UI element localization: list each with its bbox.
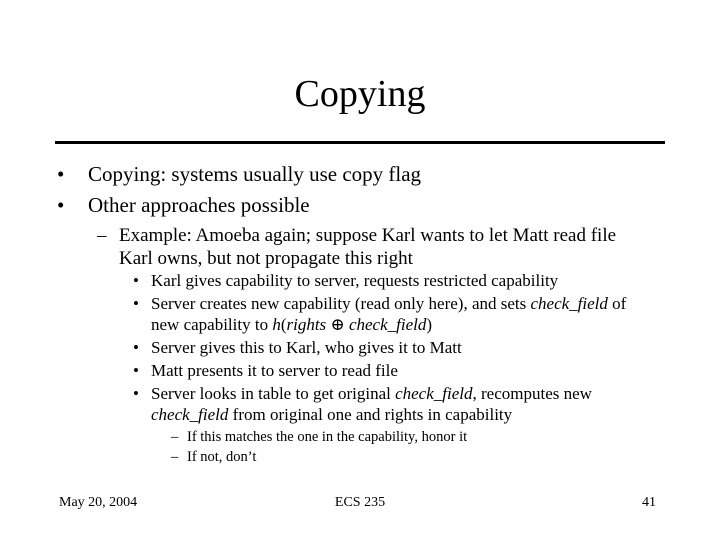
- example-line-1: Example: Amoeba again; suppose Karl wants to let Matt read file: [119, 225, 617, 246]
- bullet-marker: •: [57, 193, 65, 217]
- subpoint-honor: If this matches the one in the capability, honor it: [187, 429, 468, 445]
- bullet-marker: •: [133, 338, 139, 357]
- bullet-marker: •: [133, 384, 139, 403]
- bullet-marker: •: [57, 162, 65, 186]
- dash-marker: –: [171, 429, 179, 445]
- bullet-text-other-approaches: Other approaches possible: [88, 193, 310, 217]
- footer-date: May 20, 2004: [59, 495, 138, 510]
- bullet-marker: •: [133, 294, 139, 313]
- step-server-looks-line-2: check_field from original one and rights in capability: [151, 405, 513, 424]
- dash-marker: –: [171, 449, 179, 465]
- example-line-2: Karl owns, but not propagate this right: [119, 248, 413, 269]
- footer-course: ECS 235: [334, 495, 386, 510]
- step-server-gives: Server gives this to Karl, who gives it to Matt: [151, 338, 462, 357]
- footer-page-number: 41: [642, 495, 656, 510]
- step-server-creates-line-2: new capability to h(rights ⊕ check_field): [151, 315, 433, 334]
- subpoint-not: If not, don’t: [187, 449, 257, 465]
- slide-title: Copying: [294, 73, 426, 115]
- title-divider: [55, 141, 665, 144]
- step-karl-gives: Karl gives capability to server, requests restricted capability: [151, 271, 559, 290]
- step-matt-presents: Matt presents it to server to read file: [151, 361, 398, 380]
- bullet-marker: •: [133, 361, 139, 380]
- bullet-text-copying: Copying: systems usually use copy flag: [88, 162, 422, 186]
- bullet-marker: •: [133, 271, 139, 290]
- dash-marker: –: [97, 225, 107, 246]
- step-server-creates-line-1: Server creates new capability (read only here), and sets check_field of: [151, 294, 627, 313]
- step-server-looks-line-1: Server looks in table to get original check_field, recomputes new: [151, 384, 592, 403]
